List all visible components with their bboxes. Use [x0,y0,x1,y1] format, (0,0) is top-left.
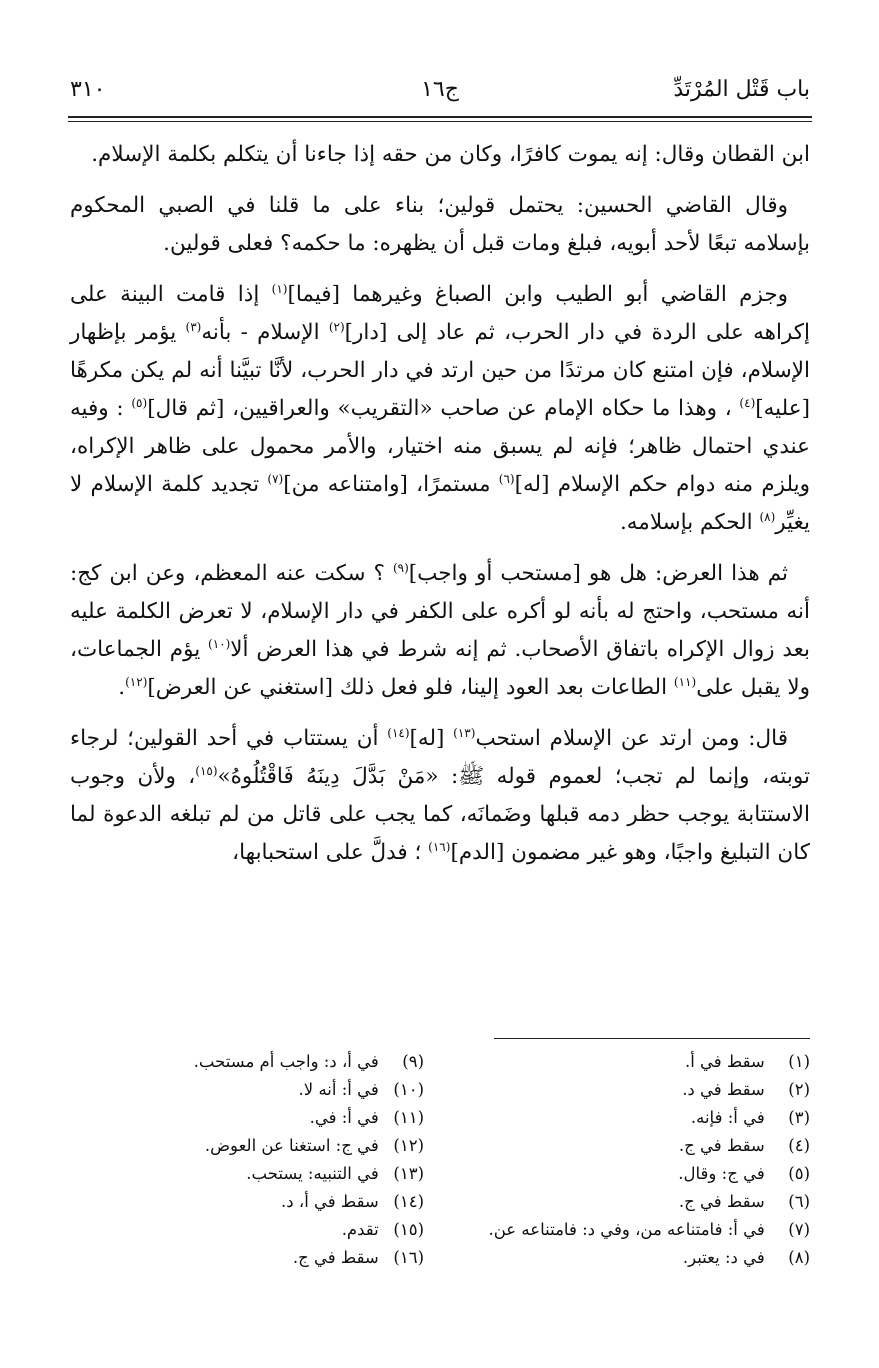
footnote-ref: (١٦) [428,839,451,854]
footnote-text: تقدم. [341,1220,379,1239]
footnote [450,1160,810,1188]
footnote [64,1188,424,1216]
footnote-text: في أ: فإنه. [690,1108,765,1127]
paragraph: قال: ومن ارتد عن الإسلام استحب$^{(١٣)}$ [له]$^{(١٤)}$ أن يستتاب في أحد القولين؛ لرجاء توبته، وإنما لم تجب؛ لعموم قوله ﷺ: «مَنْ بَدَّلَ دِينَهُ فَاقْتُلُوهُ»$^{(١٥)}$، ولأن وجوب الاستتابة يوجب حظر دمه قبلها وضَمانَه، كما يجب على قاتل من لم تبلغه الدعوة لما كان التبليغ واجبًا، وهو غير مضمون [الدم]$^{(١٦)}$ ؛ فدلَّ على استحبابها، [70,725,810,865]
footnote-ref: (٩) [392,560,409,575]
footnote-ref: (١) [271,281,288,296]
footnote-text: في أ: في. [309,1108,379,1127]
footnote-column-right [450,1048,810,1272]
page-header [70,70,810,110]
footnote-number: (١) [788,1052,810,1071]
paragraph: ابن القطان وقال: إنه يموت كافرًا، وكان من حقه إذا جاءنا أن يتكلم بكلمة الإسلام. [91,142,810,167]
footnote [450,1076,810,1104]
paragraph: وقال القاضي الحسين: يحتمل قولين؛ بناء على ما قلنا في الصبي المحكوم بإسلامه تبعًا لأحد أبويه، فبلغ ومات قبل أن يظهره: ما حكمه؟ فعلى قولين. [70,193,810,256]
footnote-ref: (٦) [498,471,515,486]
footnote-number: (٦) [788,1192,810,1211]
header-rule-thin [68,121,812,122]
footnote [64,1244,424,1272]
footnote-number: (١٦) [393,1248,424,1267]
footnote-number: (١٣) [393,1164,424,1183]
footnote-number: (٧) [788,1220,810,1239]
footnote-separator [494,1038,810,1039]
footnote-text: سقط في ج. [678,1136,765,1155]
footnote-text: سقط في ج. [292,1248,379,1267]
footnote-text: في أ: فامتناعه من، وفي د: فامتناعه عن. [488,1220,765,1239]
footnote-ref: (١٥) [195,763,218,778]
footnote-ref: (١٢) [125,674,148,689]
footnote-number: (٣) [788,1108,810,1127]
footnote-ref: (٣) [185,319,202,334]
header-rule-thick [68,116,812,118]
paragraph: ثم هذا العرض: هل هو [مستحب أو واجب]$^{(٩)}$ ؟ سكت عنه المعظم، وعن ابن كج: أنه مستحب، واحتج له بأنه لو أكره على الكفر في دار الإسلام، لا تعرض الكلمة عليه بعد زوال الإكراه باتفاق الأصحاب. ثم إنه شرط في هذا العرض ألا$^{(١٠)}$ يؤم الجماعات، ولا يقبل على$^{(١١)}$ الطاعات بعد العود إلينا، فلو فعل ذلك [استغني عن العرض]$^{(١٢)}$. [70,560,810,700]
footnote-number: (٩) [402,1052,424,1071]
footnote-text: في التنبيه: يستحب. [246,1164,379,1183]
footnote-text: سقط في أ، د. [281,1192,379,1211]
chapter-title: باب قَتْل المُرْتَدِّ [673,77,810,102]
footnote-ref: (١٤) [387,725,410,740]
volume-label: ج١٦ [421,77,459,102]
footnote-ref: (٧) [267,471,284,486]
footnote-column-left [64,1048,424,1272]
footnote [450,1104,810,1132]
footnote-number: (١٥) [393,1220,424,1239]
footnote-number: (٨) [788,1248,810,1267]
footnote-ref: (٢) [328,319,345,334]
paragraph: وجزم القاضي أبو الطيب وابن الصباغ وغيرهما [فيما]$^{(١)}$ إذا قامت البينة على إكراهه على الردة في دار الحرب، ثم عاد إلى [دار]$^{(٢)}$ الإسلام - بأنه$^{(٣)}$ يؤمر بإظهار الإسلام، فإن امتنع كان مرتدًا من حين ارتد في دار الحرب، لأنَّا تبيَّنا أنه لم يكن مكرهًا [عليه]$^{(٤)}$ ، وهذا ما حكاه الإمام عن صاحب «التقريب» والعراقيين، [ثم قال]$^{(٥)}$ : وفيه عندي احتمال ظاهر؛ فإنه لم يسبق منه اختيار، والأمر محمول على ظاهر الإكراه، ويلزم منه دوام حكم الإسلام [له]$^{(٦)}$ مستمرًا، [وامتناعه من]$^{(٧)}$ تجديد كلمة الإسلام لا يغيِّر$^{(٨)}$ الحكم بإسلامه. [70,281,811,535]
footnote-number: (٤) [788,1136,810,1155]
footnote-number: (١١) [393,1108,424,1127]
footnote-text: في ج: وقال. [678,1164,765,1183]
footnote [64,1160,424,1188]
footnote [64,1216,424,1244]
footnote [450,1188,810,1216]
footnote-ref: (١٣) [453,725,476,740]
footnote-text: في أ، د: واجب أم مستحب. [193,1052,379,1071]
footnote-ref: (٤) [739,395,756,410]
footnote-ref: (١١) [673,674,697,689]
main-text [70,136,810,885]
footnote-text: سقط في ج. [678,1192,765,1211]
footnote [450,1132,810,1160]
footnote-text: في د: يعتبر. [682,1248,765,1267]
footnote [64,1132,424,1160]
footnote [64,1076,424,1104]
footnote [450,1244,810,1272]
footnote-text: في أ: أنه لا. [298,1080,379,1099]
footnote [64,1048,424,1076]
footnote-ref: (٥) [131,395,148,410]
footnote-ref: (٨) [759,509,776,524]
footnote-number: (١٠) [393,1080,424,1099]
footnote-number: (٢) [788,1080,810,1099]
footnote [450,1216,810,1244]
footnote [64,1104,424,1132]
footnote-number: (١٢) [393,1136,424,1155]
footnote [450,1048,810,1076]
footnote-number: (٥) [788,1164,810,1183]
footnote-text: في ج: استغنا عن العوض. [204,1136,379,1155]
footnote-text: سقط في أ. [684,1052,765,1071]
footnote-text: سقط في د. [682,1080,765,1099]
footnote-ref: (١٠) [208,636,231,651]
footnote-number: (١٤) [393,1192,424,1211]
page-number: ٣١٠ [70,77,106,102]
